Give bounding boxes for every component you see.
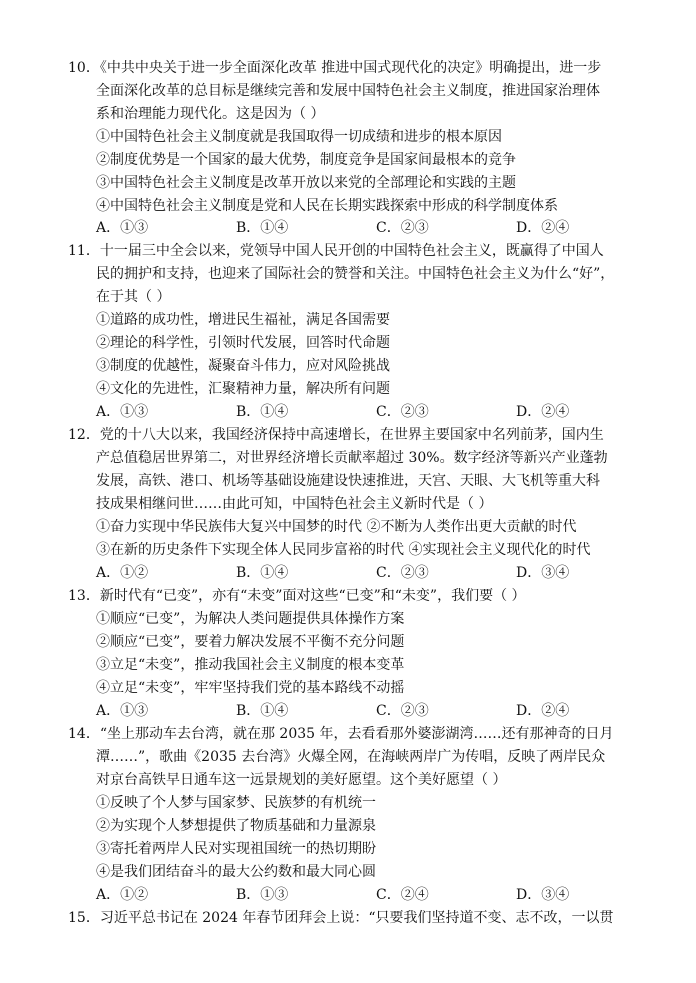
question-11-stem-line-1: 11．十一届三中全会以来，党领导中国人民开创的中国特色社会主义，既赢得了中国人 [68,243,604,259]
question-12-answer-d: D．③④ [516,565,570,581]
question-10-option-4: ④中国特色社会主义制度是党和人民在长期实践探索中形成的科学制度体系 [96,198,558,214]
question-13-answer-b: B．①④ [236,703,289,719]
question-13-option-4: ④立足“未变”，牢牢坚持我们党的基本路线不动摇 [96,680,405,696]
question-13-answer-c: C．②③ [376,703,429,719]
question-11-answer-a: A．①③ [96,404,149,420]
question-10-option-3: ③中国特色社会主义制度是改革开放以来党的全部理论和实践的主题 [96,175,516,191]
question-12-stem-line-4: 技成果相继问世……由此可知，中国特色社会主义新时代是（ ） [96,496,493,512]
question-11-option-4: ④文化的先进性，汇聚精神力量，解决所有问题 [96,381,390,397]
question-14-option-2: ②为实现个人梦想提供了物质基础和力量源泉 [96,818,376,834]
question-11-answer-c: C．②③ [376,404,429,420]
question-14-option-1: ①反映了个人梦与国家梦、民族梦的有机统一 [96,795,376,811]
question-13-answer-d: D．②④ [516,703,570,719]
question-14-option-4: ④是我们团结奋斗的最大公约数和最大同心圆 [96,864,376,880]
question-10-stem-line-1: 10．《中共中央关于进一步全面深化改革 推进中国式现代化的决定》明确提出，进一步 [68,60,602,76]
question-12-option-3-4: ③在新的历史条件下实现全体人民同步富裕的时代 ④实现社会主义现代化的时代 [96,542,591,558]
question-13-option-2: ②顺应“已变”，要着力解决发展不平衡不充分问题 [96,634,405,650]
question-14-answer-a: A．①② [96,887,149,903]
question-11-stem-line-3: 在于其（ ） [96,289,171,305]
question-10-option-1: ①中国特色社会主义制度就是我国取得一切成绩和进步的根本原因 [96,129,502,145]
question-10-stem-line-2: 全面深化改革的总目标是继续完善和发展中国特色社会主义制度，推进国家治理体 [96,83,600,99]
question-11-option-2: ②理论的科学性，引领时代发展，回答时代命题 [96,335,390,351]
question-14-stem-line-2: 潭……”，歌曲《2035 去台湾》火爆全网，在海峡两岸广为传唱，反映了两岸民众 [96,749,606,765]
question-10-answer-c: C．②③ [376,220,429,236]
question-12-answer-a: A．①② [96,565,149,581]
question-14-stem-line-1: 14．“坐上那动车去台湾，就在那 2035 年，去看看那外婆澎湖湾……还有那神奇的日月 [68,726,614,742]
question-14-answer-c: C．②④ [376,887,429,903]
question-12-answer-c: C．②③ [376,565,429,581]
question-14-option-3: ③寄托着两岸人民对实现祖国统一的热切期盼 [96,841,376,857]
question-10-stem-line-3: 系和治理能力现代化。这是因为（ ） [96,106,325,122]
question-11-option-3: ③制度的优越性，凝聚奋斗伟力，应对风险挑战 [96,358,390,374]
question-10-answer-d: D．②④ [516,220,570,236]
question-13-option-1: ①顺应“已变”，为解决人类问题提供具体操作方案 [96,611,405,627]
question-13-option-3: ③立足“未变”，推动我国社会主义制度的根本变革 [96,657,405,673]
question-11-answer-b: B．①④ [236,404,289,420]
question-11-option-1: ①道路的成功性，增进民生福祉，满足各国需要 [96,312,390,328]
question-14-answer-b: B．①③ [236,887,289,903]
question-12-option-1-2: ①奋力实现中华民族伟大复兴中国梦的时代 ②不断为人类作出更大贡献的时代 [96,519,577,535]
question-12-answer-b: B．①④ [236,565,289,581]
question-10-option-2: ②制度优势是一个国家的最大优势，制度竞争是国家间最根本的竞争 [96,152,516,168]
question-12-stem-line-1: 12．党的十八大以来，我国经济保持中高速增长，在世界主要国家中名列前茅，国内生 [68,427,604,443]
question-13-answer-a: A．①③ [96,703,149,719]
question-14-stem-line-3: 对京台高铁早日通车这一远景规划的美好愿望。这个美好愿望（ ） [96,772,507,788]
question-12-stem-line-2: 产总值稳居世界第二，对世界经济增长贡献率超过 30%。数字经济等新兴产业蓬勃 [96,450,608,466]
question-14-answer-d: D．③④ [516,887,570,903]
question-12-stem-line-3: 发展，高铁、港口、机场等基础设施建设快速推进，天宫、天眼、大飞机等重大科 [96,473,600,489]
question-10-answer-b: B．①④ [236,220,289,236]
question-15-stem-line-1: 15．习近平总书记在 2024 年春节团拜会上说：“只要我们坚持道不变、志不改，一以贯 [68,910,614,926]
question-11-answer-d: D．②④ [516,404,570,420]
question-10-answer-a: A．①③ [96,220,149,236]
question-13-stem-line-1: 13．新时代有“已变”，亦有“未变”面对这些“已变”和“未变”，我们要（ ） [68,588,526,604]
question-11-stem-line-2: 民的拥护和支持，也迎来了国际社会的赞誉和关注。中国特色社会主义为什么“好”， [96,266,615,282]
